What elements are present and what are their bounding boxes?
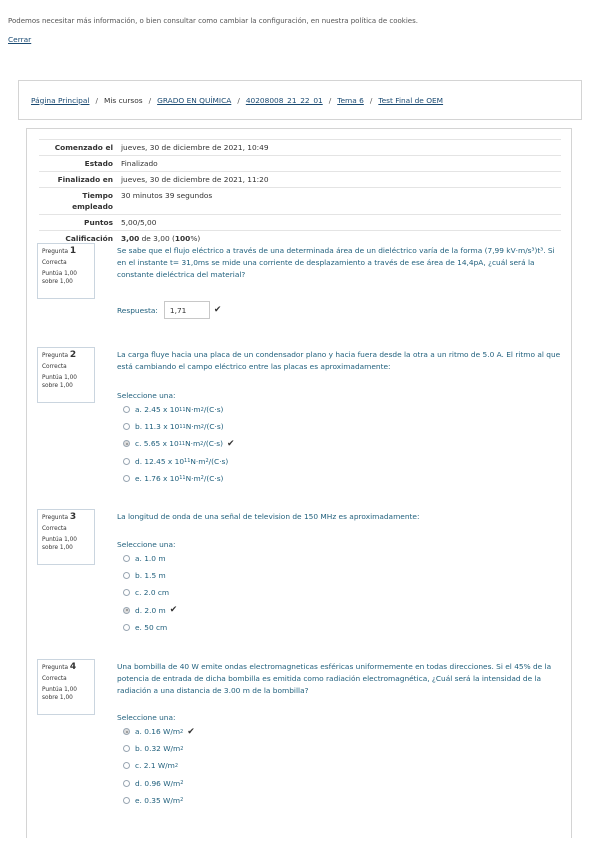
option-d[interactable]: d. 12.45 x 10 11 N·m 2 /(C·s) — [123, 453, 235, 470]
breadcrumb-my-courses: Mis cursos — [103, 95, 143, 105]
radio-button[interactable] — [123, 745, 130, 752]
question-text: La carga fluye hacia una placa de un condensador plano y hacia fuera desde la otra a un ritmo de 5.0 A. El ritmo al que está cambiando el campo eléctrico entre las placas es aproximadamente: — [117, 350, 561, 371]
breadcrumb-course-code[interactable]: 40208008_21_22_01 — [245, 95, 323, 105]
summary-row — [39, 188, 561, 215]
option-b[interactable]: b. 1.5 m — [123, 567, 177, 584]
select-one-label: Seleccione una: — [117, 713, 176, 722]
answer-label: Respuesta: — [117, 305, 158, 315]
breadcrumb-quiz[interactable]: Test Final de OEM — [378, 95, 444, 105]
question-info — [37, 347, 95, 403]
options-list — [123, 550, 177, 636]
option-b[interactable]: b. 11.3 x 10 11 N·m 2 /(C·s) — [123, 418, 235, 435]
summary-value: Finalizado — [117, 156, 561, 172]
radio-button-selected[interactable] — [123, 607, 130, 614]
radio-button[interactable] — [123, 780, 130, 787]
breadcrumb-home[interactable]: Página Principal — [31, 95, 90, 105]
breadcrumb — [31, 96, 443, 105]
breadcrumb-separator: / — [148, 95, 152, 105]
grade-value: 3,00 de 3,00 (100%) — [117, 231, 561, 247]
summary-label: Calificación — [39, 231, 117, 247]
breadcrumb-separator: / — [328, 95, 332, 105]
radio-button[interactable] — [123, 458, 130, 465]
radio-button[interactable] — [123, 572, 130, 579]
breadcrumb-container — [18, 80, 582, 120]
option-a[interactable]: a. 0.16 W/m 2 ✔ — [123, 723, 195, 740]
option-c[interactable]: c. 5.65 x 10 11 N·m 2 /(C·s) ✔ — [123, 435, 235, 452]
options-list — [123, 401, 235, 487]
summary-label: Comenzado el — [39, 140, 117, 156]
option-c[interactable]: c. 2.0 cm — [123, 584, 177, 601]
check-icon: ✔ — [169, 605, 178, 616]
breadcrumb-separator: / — [95, 95, 98, 105]
radio-button[interactable] — [123, 624, 130, 631]
radio-button-selected[interactable] — [123, 440, 130, 447]
summary-row — [39, 140, 561, 156]
option-a[interactable]: a. 1.0 m — [123, 550, 177, 567]
question-grade: Puntúa 1,00 sobre 1,00 — [42, 271, 77, 285]
check-icon: ✔ — [213, 305, 222, 315]
attempt-summary-table — [39, 139, 561, 246]
option-c[interactable]: c. 2.1 W/m 2 — [123, 757, 195, 774]
answer-input[interactable] — [164, 301, 210, 319]
question-text: La longitud de onda de una señal de television de 150 MHz es aproximadamente: — [117, 512, 420, 521]
check-icon: ✔ — [187, 726, 195, 737]
summary-value: jueves, 30 de diciembre de 2021, 10:49 — [117, 140, 561, 156]
close-link[interactable]: Cerrar — [8, 35, 32, 44]
summary-value: 5,00/5,00 — [117, 215, 561, 231]
summary-label: Tiempo empleado — [39, 188, 117, 215]
radio-button[interactable] — [123, 589, 130, 596]
radio-button[interactable] — [123, 797, 130, 804]
radio-button[interactable] — [123, 423, 130, 430]
question-grade: Puntúa 1,00 sobre 1,00 — [42, 537, 77, 551]
summary-value: 30 minutos 39 segundos — [117, 188, 561, 215]
question-state: Correcta — [42, 675, 67, 682]
question-state: Correcta — [42, 259, 67, 266]
question-text: Una bombilla de 40 W emite ondas electromagneticas esféricas uniformemente en todas direcciones. Si el 45% de la potencia de entrada de dicha bombilla es emitida como radiación electromagnética, ¿Cuál será la intensidad de la radiación a una distancia de 3.00 m de la bombilla? — [117, 662, 552, 695]
question-info — [37, 509, 95, 565]
summary-row — [39, 215, 561, 231]
option-e[interactable]: e. 0.35 W/m 2 — [123, 792, 195, 809]
question-info — [37, 243, 95, 299]
option-b[interactable]: b. 0.32 W/m 2 — [123, 740, 195, 757]
question-number: Pregunta 1 — [42, 246, 77, 256]
summary-label: Estado — [39, 156, 117, 172]
option-d[interactable]: d. 2.0 m ✔ — [123, 602, 177, 619]
radio-button-selected[interactable] — [123, 728, 130, 735]
option-e[interactable]: e. 50 cm — [123, 619, 177, 636]
check-icon: ✔ — [226, 438, 235, 449]
breadcrumb-course[interactable]: GRADO EN QUÍMICA — [157, 95, 232, 105]
options-list — [123, 723, 195, 809]
radio-button[interactable] — [123, 475, 130, 482]
select-one-label: Seleccione una: — [117, 391, 176, 400]
summary-row — [39, 172, 561, 188]
breadcrumb-topic[interactable]: Tema 6 — [337, 95, 364, 105]
question-grade: Puntúa 1,00 sobre 1,00 — [42, 375, 77, 389]
answer-row — [117, 301, 221, 319]
summary-row — [39, 231, 561, 247]
summary-row — [39, 156, 561, 172]
option-a[interactable]: a. 2.45 x 10 11 N·m 2 /(C·s) — [123, 401, 235, 418]
breadcrumb-separator: / — [237, 95, 240, 105]
cookie-notice: Podemos necesitar más información, o bien consultar como cambiar la configuración, en nuestra política de cookies. — [8, 17, 418, 25]
quiz-review-region — [26, 128, 572, 838]
question-state: Correcta — [42, 525, 67, 532]
question-number: Pregunta 2 — [42, 350, 77, 360]
summary-label: Puntos — [39, 215, 117, 231]
summary-value: jueves, 30 de diciembre de 2021, 11:20 — [117, 172, 561, 188]
question-state: Correcta — [42, 363, 67, 370]
breadcrumb-separator: / — [369, 95, 373, 105]
question-text: Se sabe que el flujo eléctrico a través de una determinada área de un dieléctrico varía de la forma (7,99 kV·m/s³)t³. Si en el instante t= 31,0ms se mide una corriente de desplazamiento a través de ese área de 14,4pA, ¿cuál será la constante dieléctrica del material? — [117, 246, 555, 279]
option-e[interactable]: e. 1.76 x 10 11 N·m 2 /(C·s) — [123, 470, 235, 487]
option-d[interactable]: d. 0.96 W/m 2 — [123, 775, 195, 792]
radio-button[interactable] — [123, 406, 130, 413]
summary-label: Finalizado en — [39, 172, 117, 188]
radio-button[interactable] — [123, 555, 130, 562]
question-grade: Puntúa 1,00 sobre 1,00 — [42, 687, 77, 701]
question-info — [37, 659, 95, 715]
question-number: Pregunta 4 — [42, 662, 77, 672]
radio-button[interactable] — [123, 762, 130, 769]
select-one-label: Seleccione una: — [117, 540, 176, 549]
question-number: Pregunta 3 — [42, 512, 77, 522]
